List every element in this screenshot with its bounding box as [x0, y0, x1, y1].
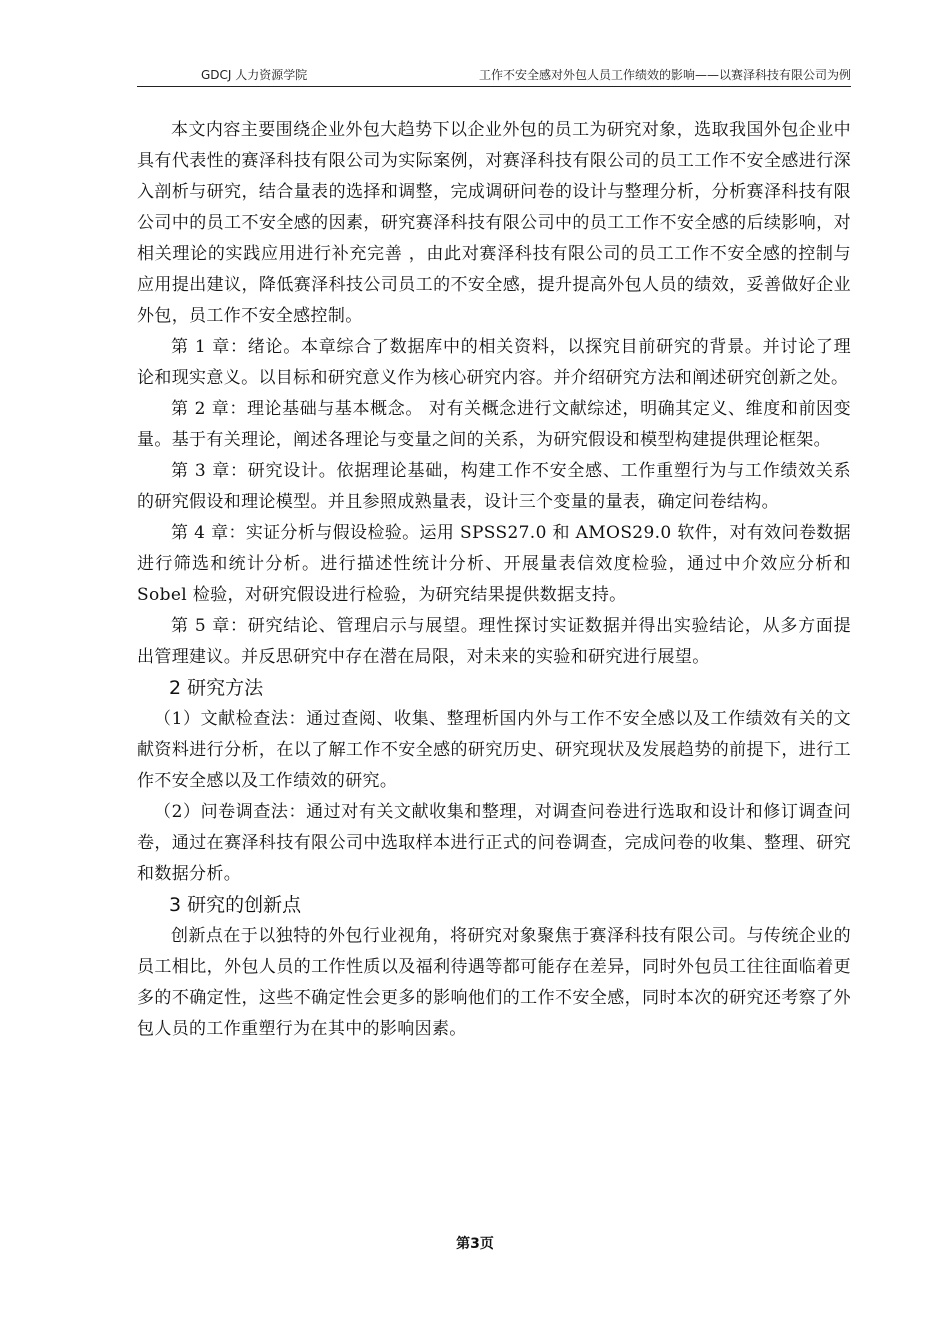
innovation-paragraph: 创新点在于以独特的外包行业视角，将研究对象聚焦于赛泽科技有限公司。与传统企业的员工相比，外包人员的工作性质以及福利待遇等都可能存在差异，同时外包员工往往面临着更多的不确定性，这些不确定性会更多的影响他们的工作不安全感，同时本次的研究还考察了外包人员的工作重塑行为在其中的影响因素。: [137, 926, 851, 1039]
section-heading-research-methods: 2 研究方法: [169, 677, 264, 699]
method-questionnaire-survey: （2）问卷调查法：通过对有关文献收集和整理，对调查问卷进行选取和设计和修订调查问卷，通过在赛泽科技有限公司中选取样本进行正式的问卷调查，完成问卷的收集、整理、研究和数据分析。: [137, 802, 851, 884]
header-title: 工作不安全感对外包人员工作绩效的影响——以赛泽科技有限公司为例: [478, 68, 851, 82]
chapter-1-summary: 第 1 章：绪论。本章综合了数据库中的相关资料，以探究目前研究的背景。并讨论了理论和现实意义。以目标和研究意义作为核心研究内容。并介绍研究方法和阐述研究创新之处。: [137, 337, 851, 388]
method-literature-review: （1）文献检查法：通过查阅、收集、整理析国内外与工作不安全感以及工作绩效有关的文献资料进行分析，在以了解工作不安全感的研究历史、研究现状及发展趋势的前提下，进行工作不安全感以及工作绩效的研究。: [137, 709, 851, 791]
chapter-4-summary: 第 4 章：实证分析与假设检验。运用 SPSS27.0 和 AMOS29.0 软件，对有效问卷数据进行筛选和统计分析。进行描述性统计分析、开展量表信效度检验，通过中介效应分析和 Sobel 检验，对研究假设进行检验，为研究结果提供数据支持。: [137, 523, 851, 605]
chapter-2-summary: 第 2 章：理论基础与基本概念。 对有关概念进行文献综述，明确其定义、维度和前因变量。基于有关理论，阐述各理论与变量之间的关系，为研究假设和模型构建提供理论框架。: [137, 399, 851, 450]
chapter-5-summary: 第 5 章：研究结论、管理启示与展望。理性探讨实证数据并得出实验结论，从多方面提出管理建议。并反思研究中存在潜在局限，对未来的实验和研究进行展望。: [137, 616, 851, 667]
header-school: GDCJ 人力资源学院: [201, 68, 308, 82]
section-heading-innovation: 3 研究的创新点: [169, 894, 302, 916]
page-header: [137, 66, 851, 87]
page-body: [137, 115, 851, 1045]
intro-paragraph: 本文内容主要围绕企业外包大趋势下以企业外包的员工为研究对象，选取我国外包企业中具有代表性的赛泽科技有限公司为实际案例，对赛泽科技有限公司的员工工作不安全感进行深入剖析与研究，结合量表的选择和调整，完成调研问卷的设计与整理分析，分析赛泽科技有限公司中的员工不安全感的因素，研究赛泽科技有限公司中的员工工作不安全感的后续影响，对相关理论的实践应用进行补充完善 ，由此对赛泽科技有限公司的员工工作不安全感的控制与应用提出建议，降低赛泽科技公司员工的不安全感，提升提高外包人员的绩效，妥善做好企业外包，员工作不安全感控制。: [137, 120, 851, 326]
page-number: 第3页: [456, 1236, 494, 1252]
chapter-3-summary: 第 3 章：研究设计。依据理论基础，构建工作不安全感、工作重塑行为与工作绩效关系的研究假设和理论模型。并且参照成熟量表，设计三个变量的量表，确定问卷结构。: [137, 461, 851, 512]
